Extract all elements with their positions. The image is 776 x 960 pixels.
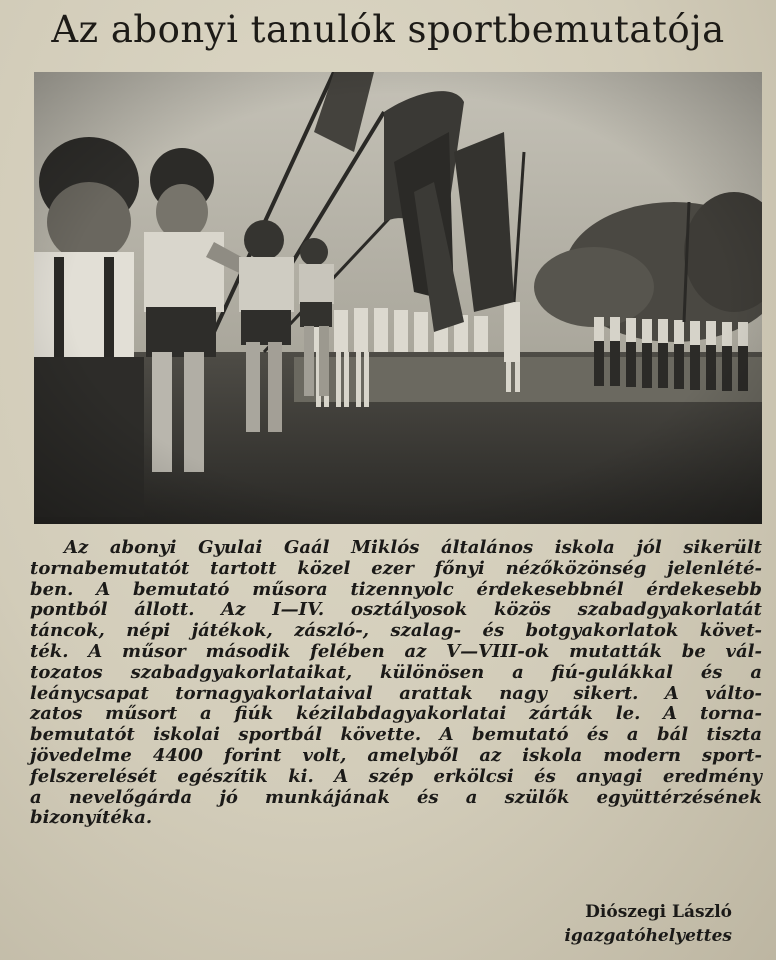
article-line: ték. A műsor második felében az V—VIII-ok mutatták be vál-: [30, 640, 762, 662]
article-line: zatos műsort a fiúk kézilabdagyakorlatai zárták le. A torna-: [30, 703, 762, 725]
parade-photo: [34, 72, 762, 524]
article-line: ben. A bemutató műsora tizennyolc érdekesebbnél érdekesebb: [30, 578, 762, 600]
article-line: Az abonyi Gyulai Gaál Miklós általános iskola jól sikerült: [64, 537, 762, 558]
article-line: a nevelőgárda jó munkájának és a szülők együttérzésének: [30, 786, 762, 808]
article-body: [30, 538, 762, 829]
article-line: tornabemutatót tartott közel ezer főnyi nézőközönség jelenlété-: [30, 557, 762, 579]
article-line: pontból állott. Az I—IV. osztályosok közös szabadgyakorlatát: [30, 599, 762, 621]
article-line: táncok, népi játékok, zászló-, szalag- és botgyakorlatok követ-: [30, 620, 762, 642]
article-line: bizonyítéka.: [30, 807, 153, 829]
article-line: felszerelését egészítik ki. A szép erkölcsi és anyagi eredmény: [30, 765, 762, 787]
author-title: igazgatóhelyettes: [564, 926, 732, 946]
article-line: leánycsapat tornagyakorlataival arattak nagy sikert. A válto-: [30, 682, 762, 704]
article-line: tozatos szabadgyakorlataikat, különösen a fiú-gulákkal és a: [30, 661, 762, 683]
headline: Az abonyi tanulók sportbemutatója: [51, 8, 725, 51]
article-line: jövedelme 4400 forint volt, amelyből az iskola modern sport-: [30, 744, 762, 766]
article-line: bemutatót iskolai sportbál követte. A bemutató és a bál tiszta: [30, 724, 762, 746]
author-name: Diószegi László: [585, 902, 732, 922]
